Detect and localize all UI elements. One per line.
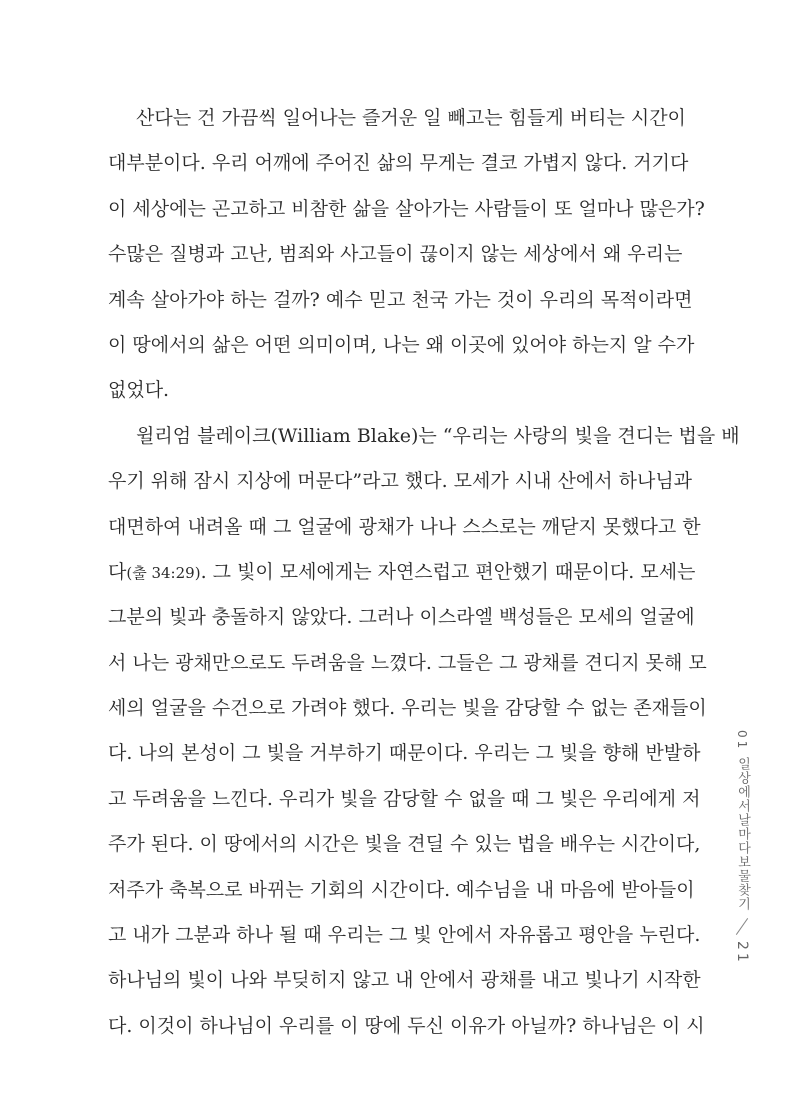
body-text xyxy=(108,96,740,1049)
text-line: 계속 살아가야 하는 걸까? 예수 믿고 천국 가는 것이 우리의 목적이라면 xyxy=(108,288,693,311)
text-line: 대부분이다. 우리 어깨에 주어진 삶의 무게는 결코 가볍지 않다. 거기다 xyxy=(108,152,689,175)
scripture-citation: (출 34:29) xyxy=(126,563,201,582)
text-line: 서 나는 광채만으로도 두려움을 느꼈다. 그들은 그 광채를 견디지 못해 모 xyxy=(108,651,707,674)
text-line: 대면하여 내려올 때 그 얼굴에 광채가 나나 스스로는 깨닫지 못했다고 한 xyxy=(108,515,701,538)
text-line-with-citation xyxy=(108,550,696,595)
text-line: 세의 얼굴을 수건으로 가려야 했다. 우리는 빛을 감당할 수 없는 존재들이 xyxy=(108,697,707,720)
text-segment: . 그 빛이 모세에게는 자연스럽고 편안했기 때문이다. 모세는 xyxy=(200,560,696,583)
text-line: 다. 이것이 하나님이 우리를 이 땅에 두신 이유가 아닐까? 하나님은 이 시 xyxy=(108,1014,705,1037)
text-line: 산다는 건 가끔씩 일어나는 즐거운 일 빼고는 힘들게 버티는 시간이 xyxy=(136,107,686,129)
text-line: 그분의 빛과 충돌하지 않았다. 그러나 이스라엘 백성들은 모세의 얼굴에 xyxy=(108,606,695,629)
text-line: 윌리엄 블레이크(William Blake)는 “우리는 사랑의 빛을 견디는 법을 배 xyxy=(136,424,740,447)
chapter-number: 01 xyxy=(735,730,749,752)
text-line: 없었다. xyxy=(108,379,170,402)
text-line: 저주가 축복으로 바뀌는 기회의 시간이다. 예수님을 내 마음에 받아들이 xyxy=(108,878,695,901)
text-line: 수많은 질병과 고난, 범죄와 사고들이 끊이지 않는 세상에서 왜 우리는 xyxy=(108,243,683,266)
text-line: 이 땅에서의 삶은 어떤 의미이며, 나는 왜 이곳에 있어야 하는지 알 수가 xyxy=(108,333,695,356)
page-number: 21 xyxy=(734,941,750,966)
text-line: 주가 된다. 이 땅에서의 시간은 빛을 견딜 수 있는 법을 배우는 시간이다, xyxy=(108,833,701,856)
text-line: 하나님의 빛이 나와 부딪히지 않고 내 안에서 광채를 내고 빛나기 시작한 xyxy=(108,969,701,992)
text-line: 고 두려움을 느낀다. 우리가 빛을 감당할 수 없을 때 그 빛은 우리에게 저 xyxy=(108,787,701,810)
chapter-title: 일상에서날마다보물찾기 xyxy=(735,757,750,912)
text-line: 다. 나의 본성이 그 빛을 거부하기 때문이다. 우리는 그 빛을 향해 반발하 xyxy=(108,742,701,765)
chapter-side-tab xyxy=(733,730,751,965)
text-segment: 다 xyxy=(108,560,127,583)
slash-divider xyxy=(730,915,754,939)
text-line: 고 내가 그분과 하나 될 때 우리는 그 빛 안에서 자유롭고 평안을 누린다. xyxy=(108,924,701,947)
text-line: 우기 위해 잠시 지상에 머문다”라고 했다. 모세가 시내 산에서 하나님과 xyxy=(108,470,693,493)
text-line: 이 세상에는 곤고하고 비참한 삶을 살아가는 사람들이 또 얼마나 많은가? xyxy=(108,197,705,220)
